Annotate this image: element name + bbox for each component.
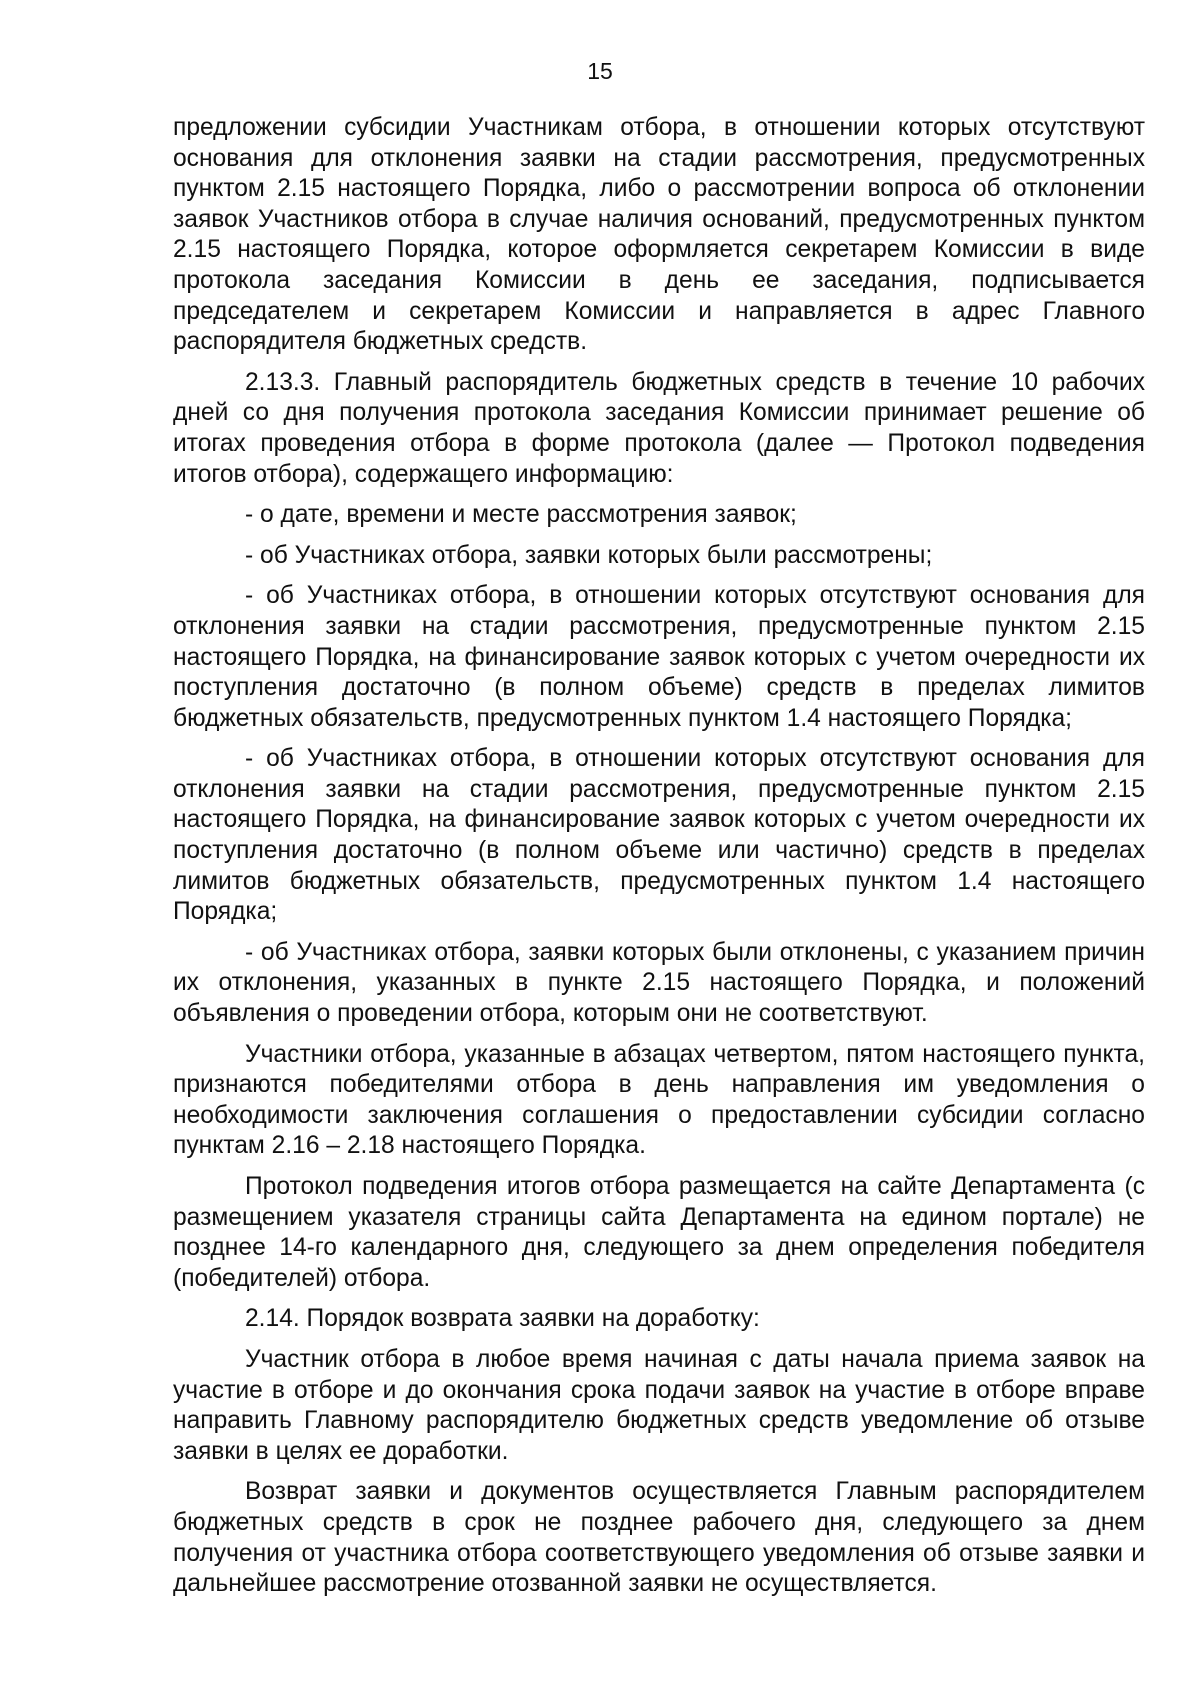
list-item-date-time-place: - о дате, времени и месте рассмотрения заявок; — [245, 501, 797, 529]
list-item-partial-funding: - об Участниках отбора, в отношении которых отсутствуют основания для отклонения заявки на стадии рассмотрения, предусмотренные пунктом 2.15 настоящего Порядка, на финансирование заявок которых с учетом очередности их поступления достаточно (в полном объеме или частично) средств в пределах лимитов бюджетных обязательств, предусмотренных пунктом 1.4 настоящего Порядка; — [173, 745, 1145, 926]
paragraph-return-of-application: Возврат заявки и документов осуществляется Главным распорядителем бюджетных средств в срок не позднее рабочего дня, следующего за днем получения от участника отбора соответствующего уведомления об отзыве заявки и дальнейшее рассмотрение отозванной заявки не осуществляется. — [173, 1478, 1145, 1598]
section-heading-2-14: 2.14. Порядок возврата заявки на доработку: — [245, 1305, 760, 1333]
page-number: 15 — [587, 58, 613, 84]
list-item-full-funding: - об Участниках отбора, в отношении которых отсутствуют основания для отклонения заявки на стадии рассмотрения, предусмотренные пунктом 2.15 настоящего Порядка, на финансирование заявок которых с учетом очередности их поступления достаточно (в полном объеме) средств в пределах лимитов бюджетных обязательств, предусмотренных пунктом 1.4 настоящего Порядка; — [173, 582, 1145, 732]
list-item-rejected-participants: - об Участниках отбора, заявки которых были отклонены, с указанием причин их отклонения, указанных в пункте 2.15 настоящего Порядка, и положений объявления о проведении отбора, которым они не соответствуют. — [173, 938, 1145, 1028]
paragraph-protocol-publication: Протокол подведения итогов отбора размещается на сайте Департамента (с размещением указателя страницы сайта Департамента на едином портале) не позднее 14-го календарного дня, следующего за днем определения победителя (победителей) отбора. — [173, 1173, 1145, 1292]
document-body — [173, 113, 1145, 1610]
list-item-reviewed-participants: - об Участниках отбора, заявки которых были рассмотрены; — [245, 541, 933, 569]
paragraph-withdrawal-notice: Участник отбора в любое время начиная с даты начала приема заявок на участие в отборе и до окончания срока подачи заявок на участие в отборе вправе направить Главному распорядителю бюджетных средств уведомление об отзыве заявки в целях ее доработки. — [173, 1345, 1145, 1465]
paragraph-winners: Участники отбора, указанные в абзацах четвертом, пятом настоящего пункта, признаются победителями отбора в день направления им уведомления о необходимости заключения соглашения о предоставлении субсидии согласно пунктам 2.16 – 2.18 настоящего Порядка. — [173, 1040, 1145, 1160]
paragraph-continuation: предложении субсидии Участникам отбора, в отношении которых отсутствуют основания для отклонения заявки на стадии рассмотрения, предусмотренных пунктом 2.15 настоящего Порядка, либо о рассмотрении вопроса об отклонении заявок Участников отбора в случае наличия оснований, предусмотренных пунктом 2.15 настоящего Порядка, которое оформляется секретарем Комиссии в виде протокола заседания Комиссии в день ее заседания, подписывается председателем и секретарем Комиссии и направляется в адрес Главного распорядителя бюджетных средств. — [173, 114, 1145, 356]
paragraph-clause-2-13-3: 2.13.3. Главный распорядитель бюджетных средств в течение 10 рабочих дней со дня получения протокола заседания Комиссии принимает решение об итогах проведения отбора в форме протокола (далее — Протокол подведения итогов отбора), содержащего информацию: — [173, 368, 1145, 488]
